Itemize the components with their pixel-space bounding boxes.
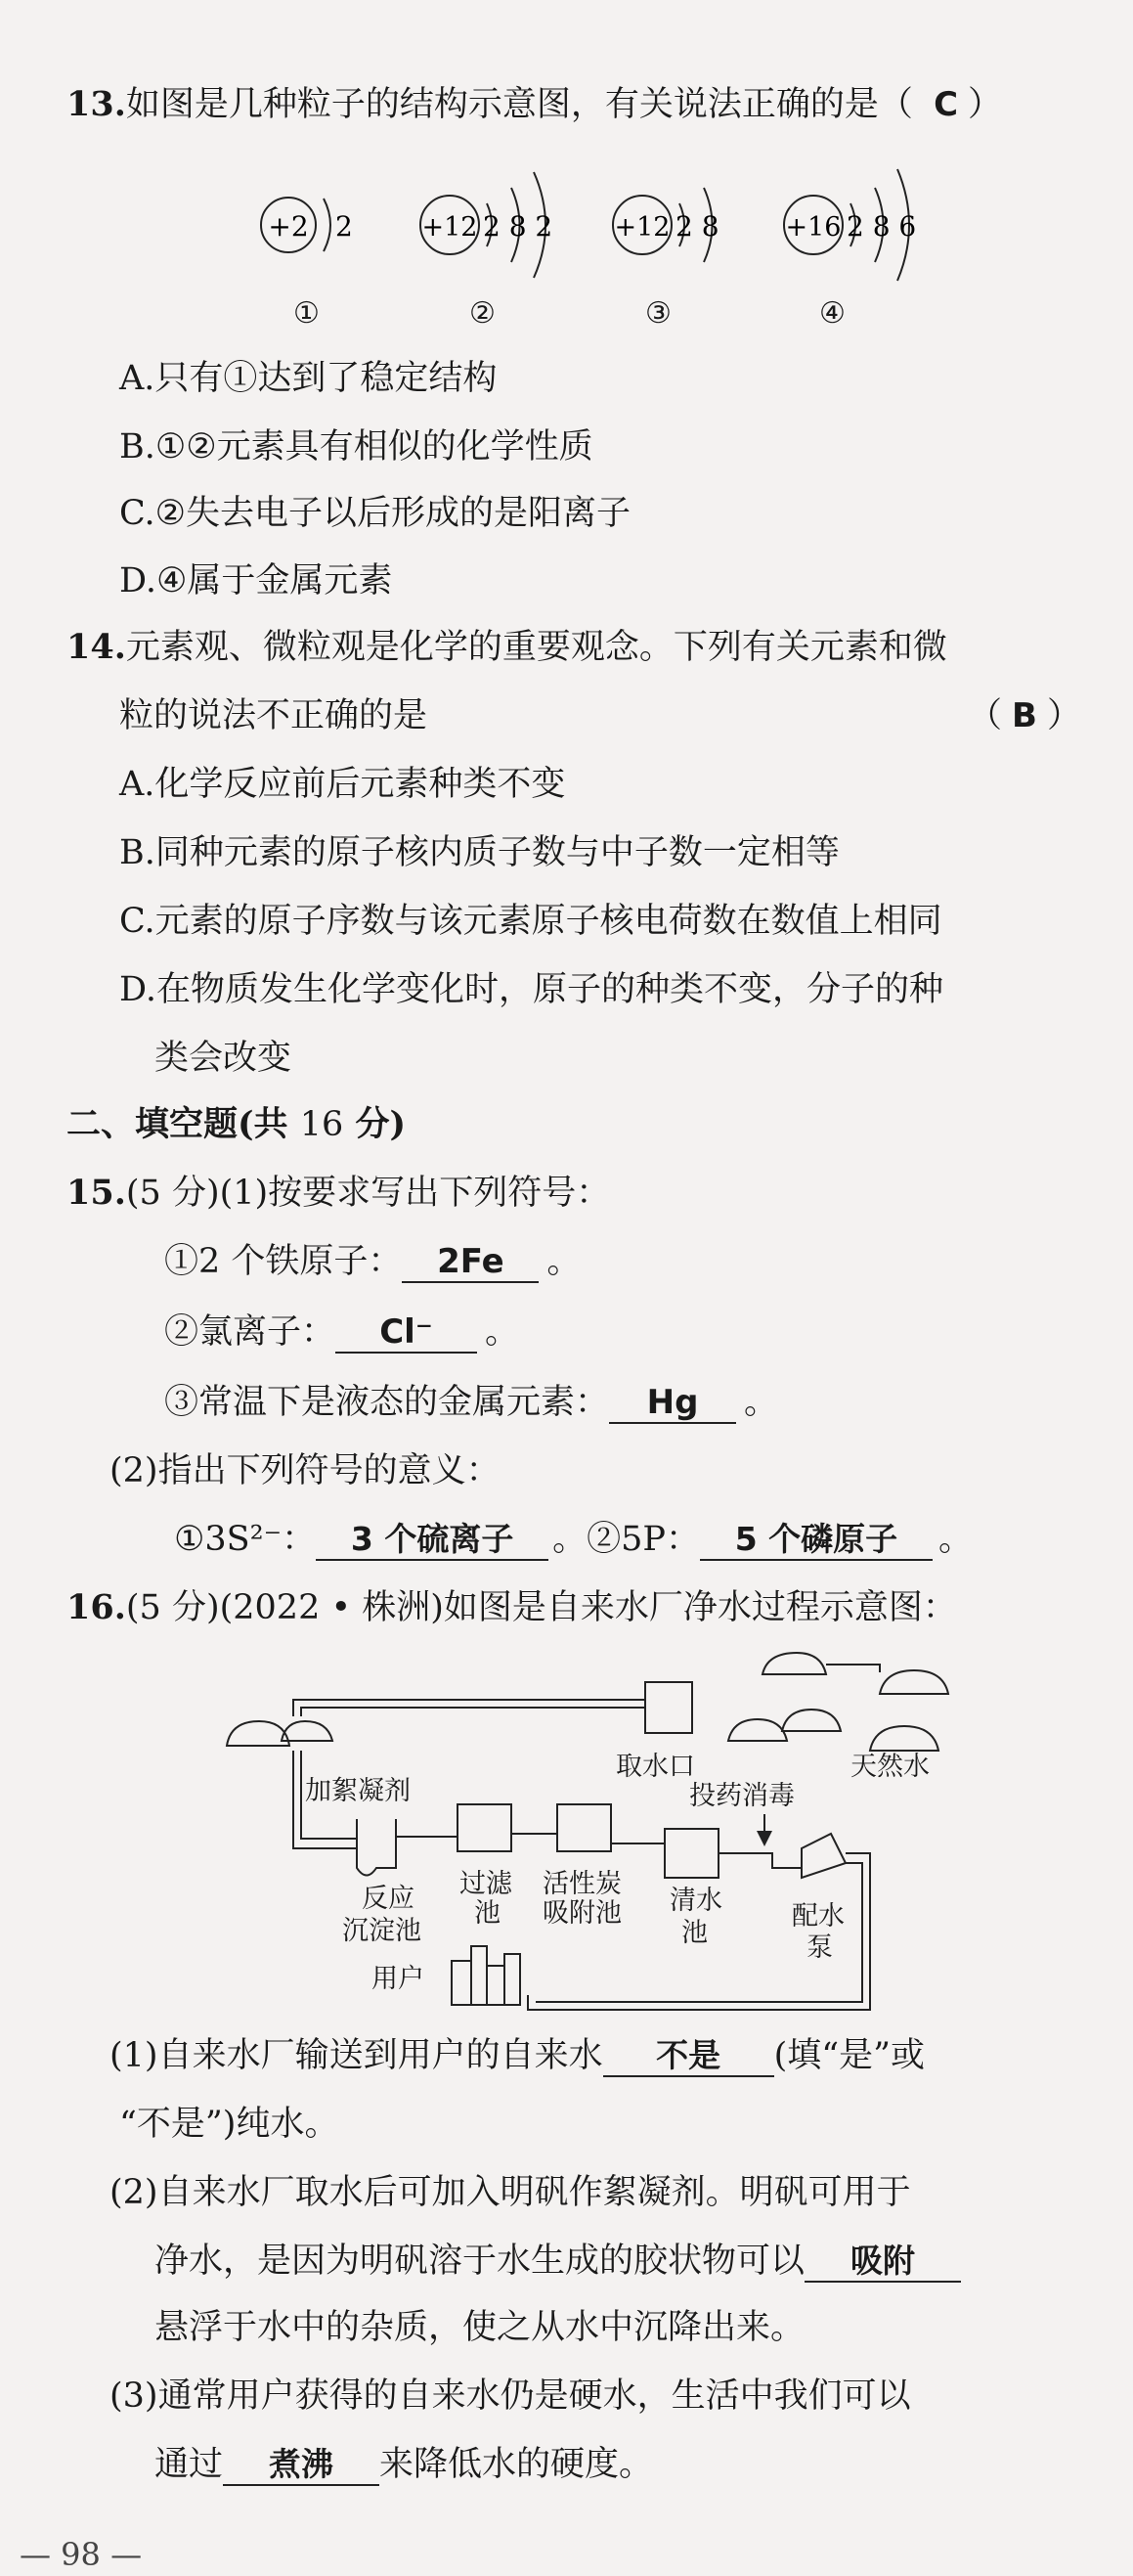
diagram-user: 用户	[371, 1964, 424, 1994]
q16-number: 16.	[66, 1587, 126, 1627]
atom-label-2: ②	[469, 296, 496, 331]
q15-number: 15.	[66, 1173, 126, 1213]
q15-item3	[164, 1381, 778, 1424]
q14-number: 14.	[66, 627, 126, 667]
atom-diagram-3	[611, 166, 767, 297]
q16-p1-answer: 不是	[603, 2034, 774, 2077]
q16-p3-a: (3)通常用户获得的自来水仍是硬水，生活中我们可以	[109, 2376, 911, 2416]
water-treatment-diagram	[196, 1643, 958, 2034]
natural-water-clouds-icon	[728, 1653, 948, 1751]
q14-stem2: 粒的说法不正确的是	[119, 696, 428, 735]
atom-label-1: ①	[293, 296, 320, 331]
coagulant-clouds-icon	[227, 1721, 332, 1746]
q16-p1-line	[109, 2034, 925, 2077]
q13-option-b: B.①②元素具有相似的化学性质	[119, 427, 593, 466]
atom1-nucleus: +2	[268, 210, 309, 243]
q16-p3-b: 通过	[154, 2445, 224, 2484]
q16-p2-c: 悬浮于水中的杂质，使之从水中沉降出来。	[154, 2308, 806, 2347]
atom3-shells: 2 8	[675, 210, 719, 243]
q15-item2	[164, 1310, 519, 1354]
q13-option-c: C.②失去电子以后形成的是阳离子	[119, 494, 632, 533]
q16-p3-answer: 煮沸	[223, 2443, 379, 2486]
q14-option-b: B.同种元素的原子核内质子数与中子数一定相等	[119, 833, 840, 872]
q14-stem-line1	[66, 626, 947, 669]
q13-option-a: A.只有①达到了稳定结构	[119, 359, 498, 398]
q14-option-d: D.在物质发生化学变化时，原子的种类不变，分子的种	[119, 970, 943, 1009]
q14-answer-line	[968, 694, 1081, 737]
atom-label-4: ④	[819, 296, 846, 331]
q15-intro-line	[66, 1172, 610, 1215]
q15-item3-end: 。	[744, 1383, 779, 1422]
diagram-intake: 取水口	[616, 1752, 695, 1782]
q16-p1-b: (填“是”或	[773, 2036, 926, 2075]
diagram-carbon-1: 活性炭	[543, 1869, 622, 1899]
diagram-clear-2: 池	[681, 1918, 708, 1948]
q15-intro: (5 分)(1)按要求写出下列符号：	[125, 1174, 611, 1213]
q16-p3-c: 来降低水的硬度。	[379, 2445, 654, 2484]
diagram-pump-2: 泵	[806, 1932, 833, 1963]
diagram-settling-2: 沉淀池	[342, 1916, 421, 1946]
q16-intro-line	[66, 1586, 957, 1629]
section-score: 16	[299, 1105, 344, 1144]
q14-stem1: 元素观、微粒观是化学的重要观念。下列有关元素和微	[125, 628, 947, 667]
q14-option-d-cont: 类会改变	[154, 1039, 292, 1078]
q15-sym-mid: 。②5P：	[552, 1520, 700, 1559]
atom3-nucleus: +12	[614, 212, 671, 243]
q15-part2: (2)指出下列符号的意义：	[109, 1451, 501, 1490]
atom4-shells: 2 8 6	[847, 210, 917, 243]
q16-p2-answer: 吸附	[805, 2240, 961, 2283]
diagram-pump-1: 配水	[792, 1901, 845, 1932]
q15-item1-end: 。	[546, 1242, 582, 1281]
q13-stem-line	[66, 83, 1002, 126]
atom1-shells: 2	[335, 210, 353, 243]
diagram-coagulant: 加絮凝剂	[305, 1776, 411, 1806]
section-unit: 分)	[355, 1104, 407, 1144]
q16-p1-c: “不是”)纯水。	[119, 2105, 339, 2144]
q14-answer-open: （	[968, 696, 1003, 735]
q16-p2-a: (2)自来水厂取水后可加入明矾作絮凝剂。明矾可用于	[109, 2173, 911, 2212]
q14-option-c: C.元素的原子序数与该元素原子核电荷数在数值上相同	[119, 902, 942, 941]
q14-option-a: A.化学反应前后元素种类不变	[119, 765, 566, 804]
atom-diagram-1	[259, 181, 376, 283]
q16-p2-b: 净水，是因为明矾溶于水生成的胶状物可以	[154, 2242, 806, 2281]
q15-item2-answer: Cl⁻	[335, 1310, 477, 1354]
q15-sym1: ①3S²⁻：	[174, 1520, 317, 1559]
user-buildings-icon	[452, 1946, 520, 2005]
q15-sym-end: 。	[937, 1520, 973, 1559]
q15-item3-answer: Hg	[609, 1381, 736, 1424]
q13-answer: C	[934, 85, 959, 124]
diagram-settling-1: 反应	[362, 1884, 414, 1914]
q16-p3-line	[154, 2443, 653, 2486]
page-number: — 98 —	[20, 2536, 143, 2573]
diagram-disinfect: 投药消毒	[689, 1781, 795, 1811]
q16-p2-line	[154, 2240, 961, 2283]
diagram-natural-water: 天然水	[850, 1752, 930, 1782]
q15-item2-label: ②氯离子：	[164, 1312, 336, 1352]
q14-answer-close: ）	[1046, 696, 1081, 735]
diagram-filter-1: 过滤	[459, 1869, 512, 1899]
intake-box	[645, 1682, 692, 1733]
q13-number: 13.	[66, 84, 126, 124]
q16-intro: (5 分)(2022 • 株洲)如图是自来水厂净水过程示意图：	[125, 1588, 957, 1627]
diagram-carbon-2: 吸附池	[543, 1898, 622, 1929]
diagram-filter-2: 池	[474, 1898, 501, 1929]
q15-item2-end: 。	[485, 1312, 520, 1352]
section-heading	[66, 1103, 406, 1146]
q15-sym2-answer: 5 个磷原子	[700, 1518, 933, 1561]
atom-diagram-4	[782, 161, 958, 297]
atom-label-3: ③	[645, 296, 672, 331]
q13-option-d: D.④属于金属元素	[119, 561, 393, 600]
diagram-clear-1: 清水	[670, 1886, 722, 1916]
q15-item1	[164, 1240, 581, 1283]
q15-item1-answer: 2Fe	[402, 1240, 539, 1283]
atom4-nucleus: +16	[785, 212, 842, 243]
q13-close: ）	[968, 85, 1003, 124]
q15-item1-label: ①2 个铁原子：	[164, 1242, 403, 1281]
q16-p1-a: (1)自来水厂输送到用户的自来水	[109, 2036, 603, 2075]
q15-sym1-answer: 3 个硫离子	[316, 1518, 548, 1561]
section-title: 二、填空题(共	[66, 1104, 288, 1144]
q14-answer: B	[1012, 696, 1037, 735]
atom-diagram-2	[418, 166, 594, 297]
q15-symbols-line	[174, 1518, 973, 1561]
q15-item3-label: ③常温下是液态的金属元素：	[164, 1383, 610, 1422]
atom2-shells: 2 8 2	[483, 210, 553, 243]
q13-stem: 如图是几种粒子的结构示意图，有关说法正确的是（	[125, 85, 913, 124]
atom2-nucleus: +12	[421, 212, 478, 243]
